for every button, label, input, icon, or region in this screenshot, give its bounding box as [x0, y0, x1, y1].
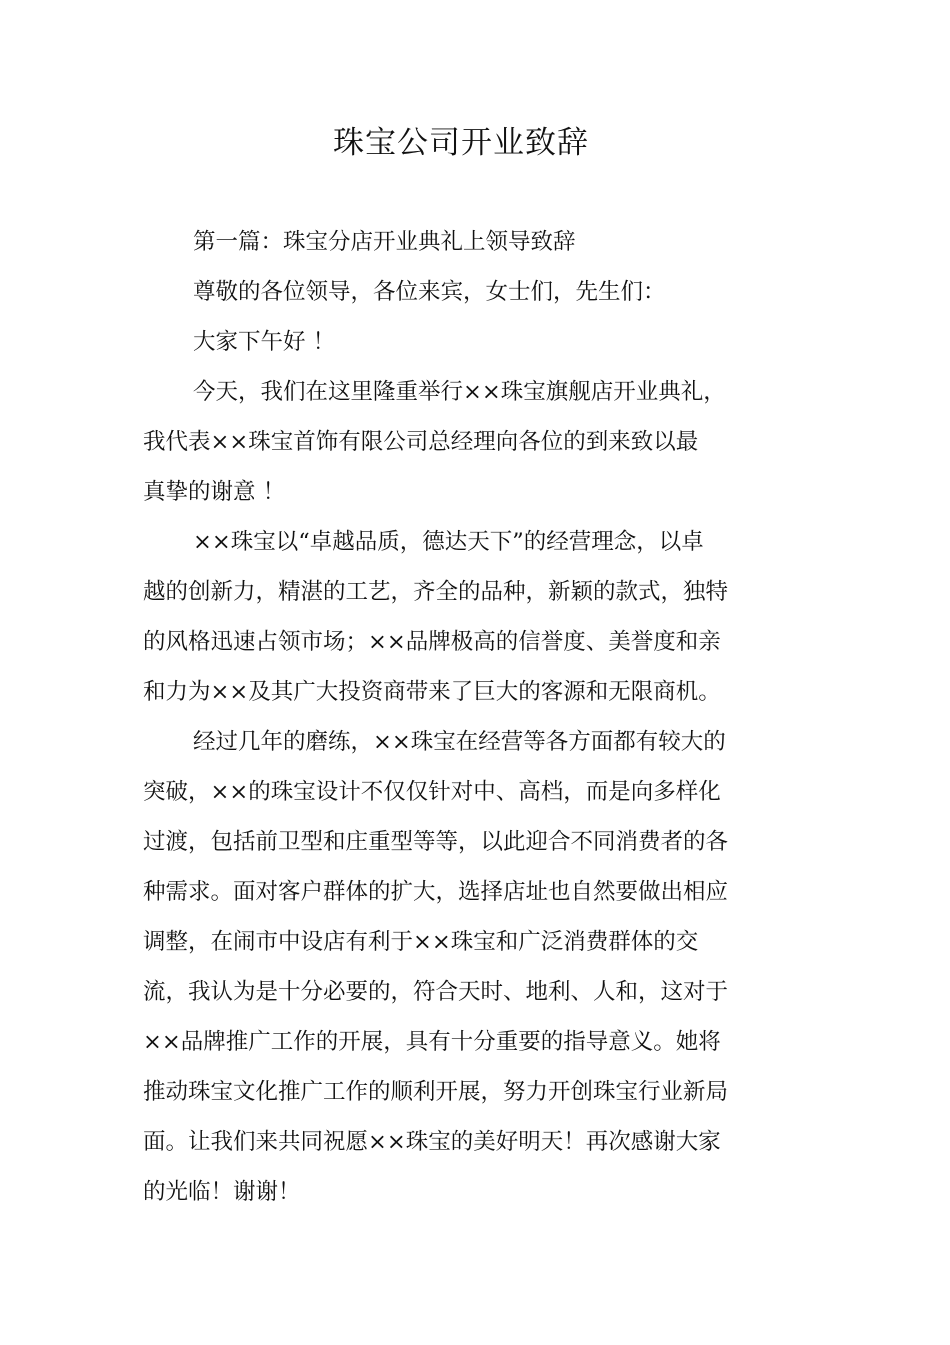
- paragraph-line: 我代表××珠宝首饰有限公司总经理向各位的到来致以最: [143, 429, 699, 455]
- paragraph-line: ××珠宝以“卓越品质，德达天下”的经营理念，以卓: [193, 529, 704, 555]
- section-heading: 第一篇：珠宝分店开业典礼上领导致辞: [193, 229, 576, 255]
- salutation-line: 尊敬的各位领导，各位来宾，女士们，先生们：: [193, 279, 666, 305]
- paragraph-line: ××品牌推广工作的开展，具有十分重要的指导意义。她将: [143, 1029, 721, 1055]
- paragraph-line: 今天，我们在这里隆重举行××珠宝旗舰店开业典礼，: [193, 379, 726, 405]
- document-title: 珠宝公司开业致辞: [333, 125, 589, 161]
- paragraph-line: 调整，在闹市中设店有利于××珠宝和广泛消费群体的交: [143, 929, 699, 955]
- paragraph-line: 过渡，包括前卫型和庄重型等等，以此迎合不同消费者的各: [143, 829, 729, 855]
- paragraph-line: 的风格迅速占领市场；××品牌极高的信誉度、美誉度和亲: [143, 629, 721, 655]
- paragraph-line: 种需求。面对客户群体的扩大，选择店址也自然要做出相应: [143, 879, 729, 905]
- paragraph-line: 突破，××的珠宝设计不仅仅针对中、高档，而是向多样化: [143, 779, 721, 805]
- paragraph-line: 和力为××及其广大投资商带来了巨大的客源和无限商机。: [143, 679, 721, 705]
- greeting-line: 大家下午好 ！: [193, 329, 336, 355]
- paragraph-line: 流，我认为是十分必要的，符合天时、地利、人和，这对于: [143, 979, 729, 1005]
- paragraph-line: 面。让我们来共同祝愿××珠宝的美好明天！再次感谢大家: [143, 1129, 721, 1155]
- paragraph-line: 真挚的谢意 ！: [143, 479, 286, 505]
- paragraph-line: 推动珠宝文化推广工作的顺利开展，努力开创珠宝行业新局: [143, 1079, 729, 1105]
- paragraph-line: 越的创新力，精湛的工艺，齐全的品种，新颖的款式，独特: [143, 579, 729, 605]
- paragraph-line: 经过几年的磨练，××珠宝在经营等各方面都有较大的: [193, 729, 726, 755]
- paragraph-line: 的光临！谢谢！: [143, 1179, 301, 1205]
